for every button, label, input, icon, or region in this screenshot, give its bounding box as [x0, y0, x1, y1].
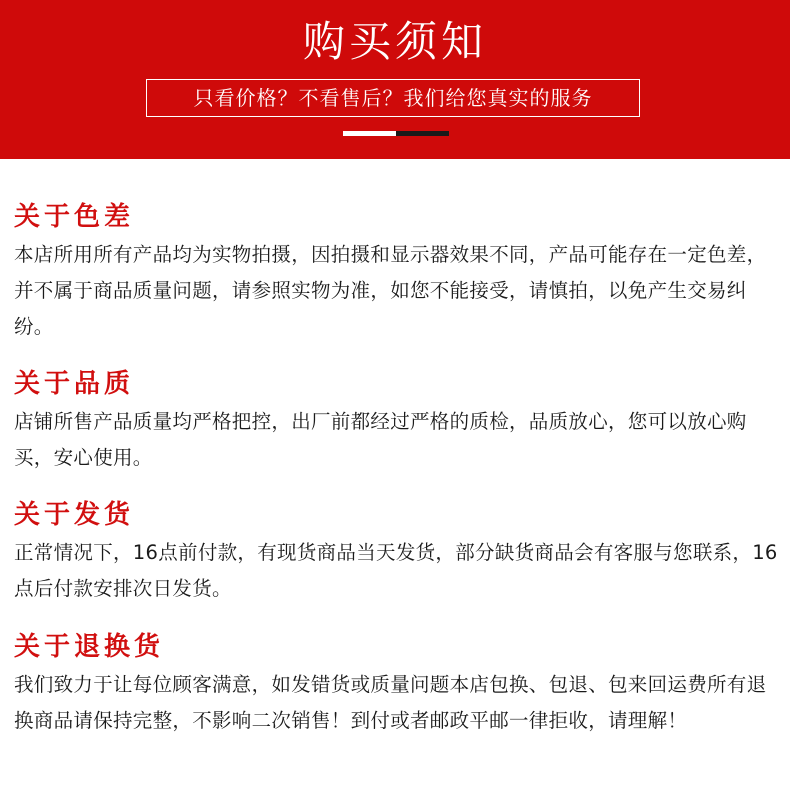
banner-subtitle: 只看价格？不看售后？我们给您真实的服务 — [146, 79, 640, 117]
section-heading: 关于品质 — [14, 369, 135, 399]
section-body: 店铺所售产品质量均严格把控，出厂前都经过严格的质检，品质放心，您可以放心购买，安心使用。 — [14, 410, 747, 469]
section-returns — [14, 629, 780, 739]
section-color-difference — [14, 199, 780, 345]
section-heading: 关于色差 — [14, 202, 135, 232]
section-heading: 关于发货 — [14, 500, 135, 530]
section-body: 本店所用所有产品均为实物拍摄，因拍摄和显示器效果不同，产品可能存在一定色差，并不属于商品质量问题，请参照实物为准，如您不能接受，请慎拍，以免产生交易纠纷。 — [14, 243, 767, 338]
section-heading: 关于退换货 — [14, 632, 165, 662]
page-title: 购买须知 — [302, 17, 487, 66]
section-body: 我们致力于让每位顾客满意，如发错货或质量问题本店包换、包退、包来回运费所有退换商品请保持完整，不影响二次销售！到付或者邮政平邮一律拒收，请理解！ — [14, 673, 767, 732]
decorative-divider — [343, 131, 449, 136]
section-quality — [14, 366, 780, 476]
section-body: 正常情况下，16点前付款，有现货商品当天发货，部分缺货商品会有客服与您联系，16点后付款安排次日发货。 — [14, 541, 778, 600]
divider-segment-dark — [396, 131, 449, 136]
header-banner — [0, 0, 790, 159]
section-shipping — [14, 497, 780, 607]
divider-segment-light — [343, 131, 396, 136]
